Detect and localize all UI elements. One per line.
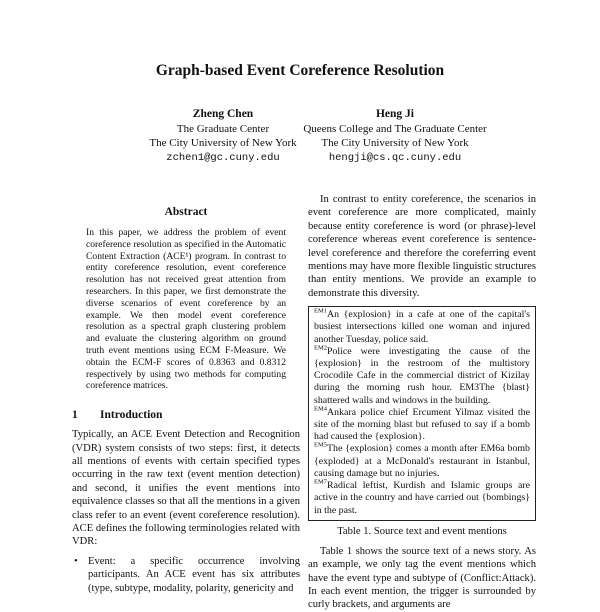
mention-text: Police were investigating the cause of the {explosion} in the restroom of the multistory Crocodile Cafe in the commercial district of Kizilay during the morning rush hour. EM3The {blast} shattered walls and windows in the building. xyxy=(314,345,530,406)
mention-tag: EM7 xyxy=(314,478,327,486)
author-block-2 xyxy=(290,107,500,165)
author-name: Zheng Chen xyxy=(192,108,254,120)
event-mentions-table xyxy=(308,306,536,520)
mention-text: An {explosion} in a cafe at one of the capital's busiest intersections killed one woman and injured another Tuesday, police said. xyxy=(314,309,530,345)
mention-tag: EM1 xyxy=(314,307,327,315)
intro-paragraph: Typically, an ACE Event Detection and Recognition (VDR) system consists of two steps: first, it detects all mentions of events with certain specified types occurring in the raw text (event mention detection) and second, it unifies the event mentions into equivalence classes so that all the mentions in a given class refer to an event (event coreference resolution). ACE defines the following terminologies related with VDR: xyxy=(72,429,300,548)
mention-text: Ankara police chief Ercument Yilmaz visited the site of the morning blast but refused to say if a bomb had caused the {explosion}. xyxy=(314,406,530,443)
bullet-dot: • xyxy=(74,555,78,567)
section-title: Introduction xyxy=(100,409,163,422)
section-heading xyxy=(72,409,300,421)
abstract-heading: Abstract xyxy=(164,206,208,218)
bullet-text: Event: a specific occurrence involving participants. An ACE event has six attributes (type, subtype, modality, polarity, genericity and xyxy=(88,555,300,594)
author-email: hengji@cs.qc.cuny.edu xyxy=(328,151,462,164)
author-university: The City University of New York xyxy=(321,137,469,149)
bullet-item xyxy=(72,555,300,595)
author-name: Heng Ji xyxy=(375,108,414,120)
event-mention xyxy=(314,480,530,517)
right-column xyxy=(308,193,536,612)
body-paragraph: In contrast to entity coreference, the scenarios in event coreference are more complicated, mainly because entity coreference is word (or phrase)-level coreference whereas event coreference is sentence-level coreference and therefore the coreferring event mentions may have more flexible linguistic structures than entity mentions. We provide an example to demonstrate this diversity. xyxy=(308,194,536,299)
mention-tag: EM4 xyxy=(314,405,327,413)
left-column xyxy=(72,206,300,595)
paper-title: Graph-based Event Coreference Resolution xyxy=(155,62,445,79)
author-affiliation: Queens College and The Graduate Center xyxy=(303,122,487,135)
abstract-text: In this paper, we address the problem of event coreference resolution as specified in the Automatic Content Extraction (ACE¹) program. In contrast to entity coreference resolution, event coreference resolution has not received great attention from researchers. In this paper, we first demonstrate the diverse scenarios of event coreference by an example. We then model event coreference resolution as a spectral graph clustering problem and evaluate the clustering algorithm on ground truth event mentions using ECM F-Measure. We obtain the ECM-F scores of 0.8363 and 0.8312 respectively by using two methods for computing coreference matrices. xyxy=(86,227,286,392)
author-university: The City University of New York xyxy=(149,137,297,149)
mention-tag: EM2 xyxy=(314,344,327,352)
event-mention xyxy=(314,407,530,444)
mention-text: Radical leftist, Kurdish and Islamic groups are active in the country and have carried out {bombings} in the past. xyxy=(314,480,530,516)
event-mention xyxy=(314,443,530,480)
body-paragraph: Table 1 shows the source text of a news story. As an example, we only tag the event mentions which have the event type and subtype of (Conflict:Attack). In each event mention, the trigger is surrounded by curly brackets, and arguments are xyxy=(308,545,536,611)
table-caption: Table 1. Source text and event mentions xyxy=(337,525,507,537)
event-mention xyxy=(314,346,530,407)
mention-text: The {explosion} comes a month after EM6a bomb {exploded} at a McDonald's restaurant in Istanbul, causing damage but no injuries. xyxy=(314,443,530,479)
mention-tag: EM5 xyxy=(314,442,327,450)
author-email: zchen1@gc.cuny.edu xyxy=(166,151,280,164)
author-affiliation: The Graduate Center xyxy=(176,122,270,135)
event-mention xyxy=(314,309,530,346)
section-number: 1 xyxy=(72,409,78,422)
